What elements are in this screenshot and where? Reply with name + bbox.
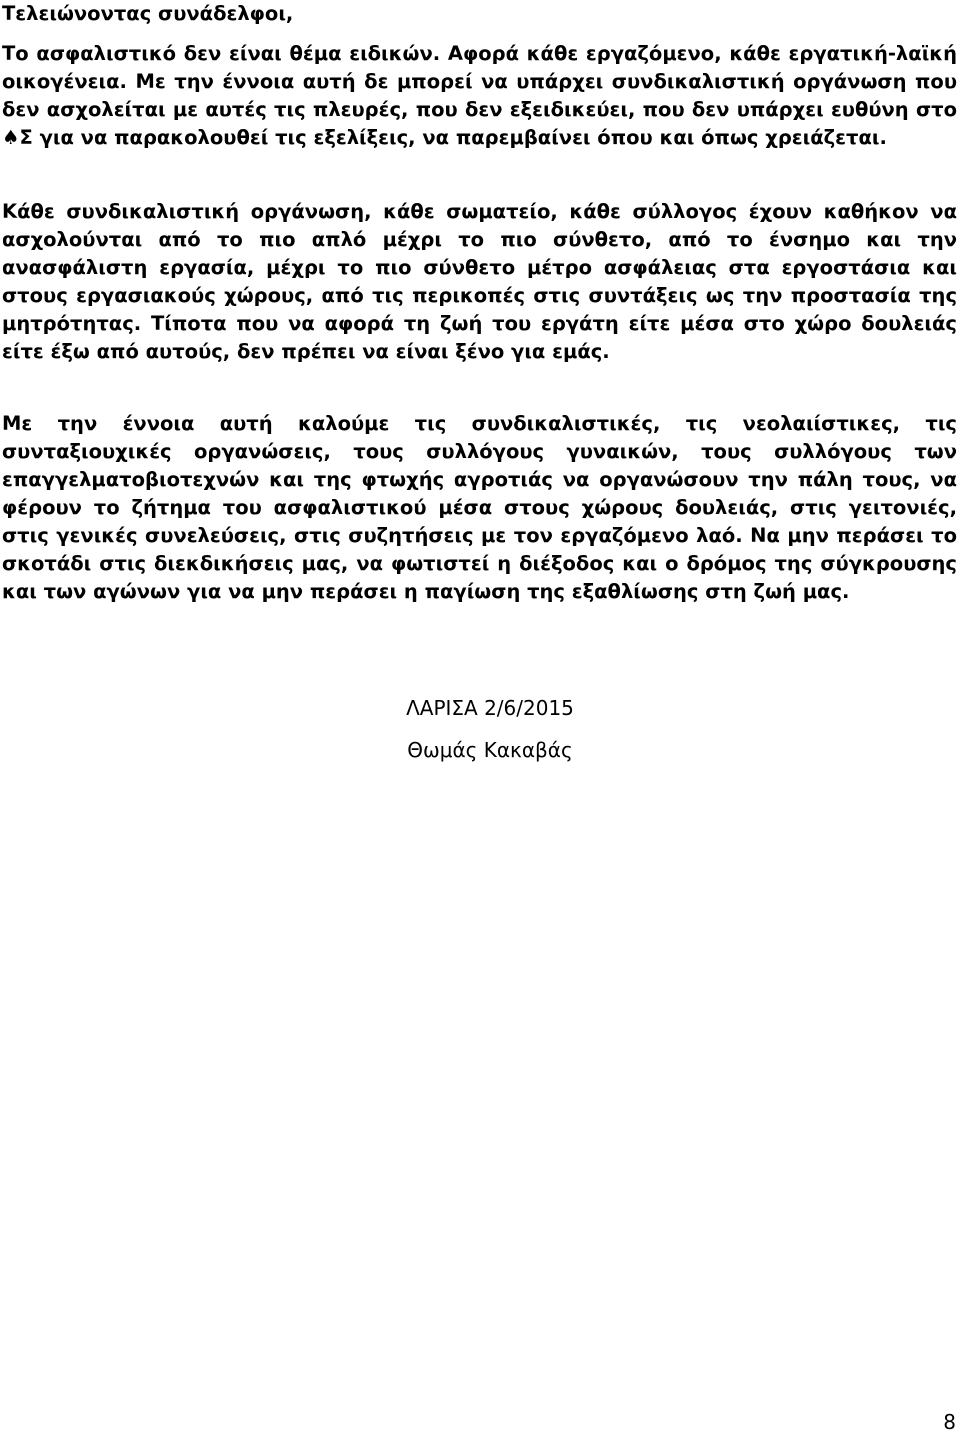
paragraph-2: Κάθε συνδικαλιστική οργάνωση, κάθε σωματείο, κάθε σύλλογος έχουν καθήκον να ασχολούνται από το πιο απλό μέχρι το πιο σύνθετο, από το ένσημο και την ανασφάλιστη εργασία, μέχρι το πιο σύνθετο μέτρο ασφάλειας στα εργοστάσια και στους εργασιακούς χώρους, από τις περικοπές στις συντάξεις ως την προστασία της μητρότητας. Τίποτα που να αφορά τη ζωή του εργάτη είτε μέσα στο χώρο δουλειάς είτε έξω από αυτούς, δεν πρέπει να είναι ξένο για εμάς. — [2, 200, 957, 363]
signature-place-date: ΛΑΡΙΣΑ 2/6/2015 — [406, 696, 574, 720]
signature-name: Θωμάς Κακαβάς — [407, 738, 573, 762]
greeting: Τελειώνοντας συνάδελφοι, — [2, 2, 294, 25]
paragraph-1: Το ασφαλιστικό δεν είναι θέμα ειδικών. Αφορά κάθε εργαζόμενο, κάθε εργατική-λαϊκή οικογένεια. Με την έννοια αυτή δε μπορεί να υπάρχει συνδικαλιστική οργάνωση που δεν ασχολείται με αυτές τις πλευρές, που δεν εξειδικεύει, που δεν υπάρχει ευθύνη στο ♠Σ για να παρακολουθεί τις εξελίξεις, να παρεμβαίνει όπου και όπως χρειάζεται. — [2, 42, 957, 149]
paragraph-3: Με την έννοια αυτή καλούμε τις συνδικαλιστικές, τις νεολαιίστικες, τις συνταξιουχικές οργανώσεις, τους συλλόγους γυναικών, τους συλλόγους των επαγγελματοβιοτεχνών και της φτωχής αγροτιάς να οργανώσουν την πάλη τους, να φέρουν το ζήτημα του ασφαλιστικού μέσα στους χώρους δουλειάς, στις γειτονιές, στις γενικές συνελεύσεις, στις συζητήσεις με τον εργαζόμενο λαό. Να μην περάσει το σκοτάδι στις διεκδικήσεις μας, να φωτιστεί η διέξοδος και ο δρόμος της σύγκρουσης και των αγώνων για να μην περάσει η παγίωση της εξαθλίωσης στη ζωή μας. — [2, 412, 957, 603]
page-number: 8 — [943, 1410, 956, 1434]
